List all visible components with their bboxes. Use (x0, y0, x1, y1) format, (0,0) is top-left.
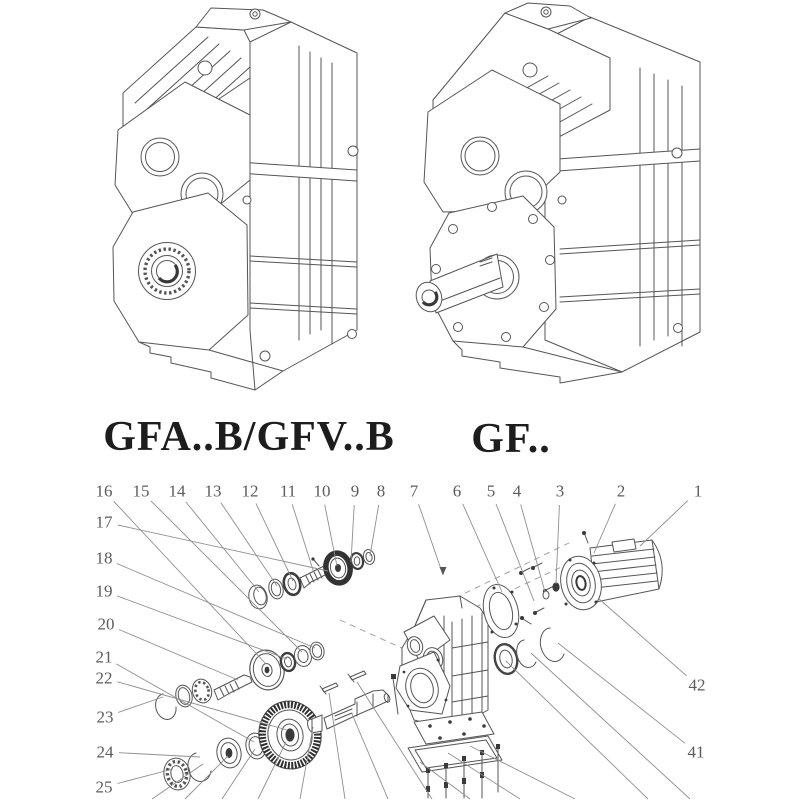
callout-number-6: 6 (452, 481, 462, 501)
callout-number-2: 2 (616, 481, 626, 501)
leader-line-42 (598, 598, 687, 676)
partial-leader-line-12 (531, 653, 690, 799)
callout-number-8: 8 (376, 481, 386, 501)
partial-leader-line-11 (506, 661, 648, 799)
leader-line-7 (419, 504, 443, 575)
callout-number-12: 12 (241, 481, 259, 501)
callout-number-23: 23 (96, 707, 114, 727)
callout-number-5: 5 (486, 481, 496, 501)
leader-line-15 (151, 501, 302, 652)
leader-line-4 (521, 505, 545, 593)
leader-line-17 (118, 525, 328, 571)
callout-number-21: 21 (95, 647, 113, 667)
gearbox-drawing-gf (412, 3, 700, 383)
callout-number-15: 15 (132, 481, 150, 501)
callout-number-13: 13 (204, 481, 222, 501)
leader-line-1 (640, 501, 688, 546)
callout-number-10: 10 (313, 481, 331, 501)
partial-leader-line-1 (185, 756, 228, 799)
callout-number-3: 3 (555, 481, 565, 501)
housing (391, 596, 502, 798)
callout-layer (96, 482, 706, 800)
leader-line-24 (119, 753, 200, 757)
input-shaft-assembly (246, 549, 376, 611)
leader-line-13 (221, 503, 277, 586)
callout-number-22: 22 (95, 668, 113, 688)
partial-leader-line-6 (352, 714, 388, 799)
partial-leader-line-10 (470, 746, 575, 799)
callout-number-41: 41 (687, 742, 705, 762)
callout-number-4: 4 (512, 481, 522, 501)
motor (556, 531, 662, 614)
model-caption-left: GFA..B/GFV..B (103, 414, 395, 460)
leader-line-8 (370, 505, 379, 556)
leader-line-12 (256, 504, 293, 581)
leader-line-3 (556, 505, 559, 584)
leader-line-20 (119, 630, 238, 681)
leader-line-21 (116, 664, 254, 742)
callout-number-19: 19 (95, 581, 113, 601)
callout-number-1: 1 (693, 481, 703, 501)
callout-number-20: 20 (97, 614, 115, 634)
callout-number-14: 14 (168, 481, 186, 501)
output-flange-and-rings (478, 581, 564, 677)
leader-line-16 (114, 501, 266, 664)
leader-line-6 (463, 504, 502, 592)
leader-line-11 (292, 504, 314, 573)
exploded-view (156, 531, 663, 798)
callout-number-16: 16 (95, 481, 113, 501)
callout-number-24: 24 (96, 742, 114, 762)
gearbox-drawing-gfab (113, 8, 358, 390)
callout-number-25: 25 (95, 777, 113, 797)
partial-leader-line-5 (329, 693, 345, 799)
leader-arrowhead-7 (440, 567, 447, 575)
callout-number-42: 42 (688, 675, 706, 695)
callout-number-7: 7 (409, 481, 419, 501)
callout-number-18: 18 (95, 548, 113, 568)
model-caption-right: GF.. (471, 416, 551, 462)
callout-number-17: 17 (95, 512, 113, 532)
callout-number-11: 11 (279, 481, 297, 501)
callout-number-9: 9 (350, 481, 360, 501)
